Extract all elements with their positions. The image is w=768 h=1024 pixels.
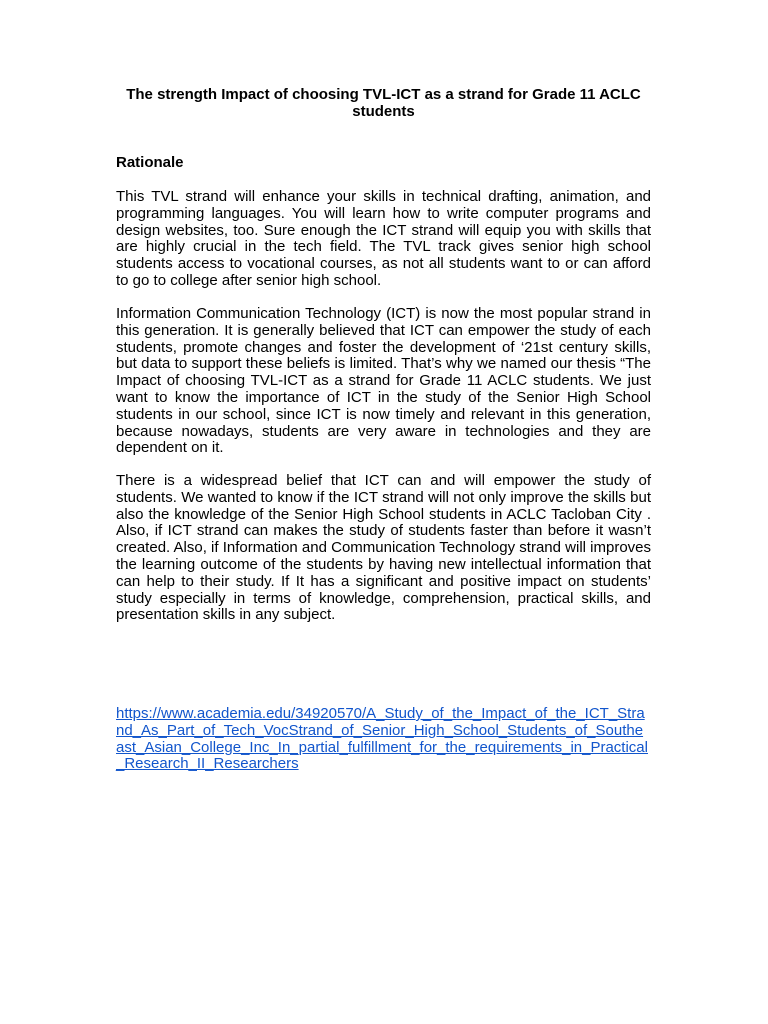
paragraph-1: This TVL strand will enhance your skills in technical drafting, animation, and programming languages. You will learn how to write computer programs and design websites, too. Sure enough the ICT strand will equip you with skills that are highly crucial in the tech field. The TVL track gives senior high school students access to vocational courses, as not all students want to or can afford to go to college after senior high school. xyxy=(116,188,651,289)
reference-link[interactable]: https://www.academia.edu/34920570/A_Study_of_the_Impact_of_the_ICT_Strand_As_Part_of_Tech_VocStrand_of_Senior_High_School_Students_of_Southeast_Asian_College_Inc_In_partial_fulfillment_for_the_requirements_in_Practical_Research_II_Researchers xyxy=(116,705,648,773)
document-page xyxy=(116,86,651,773)
paragraph-2: Information Communication Technology (ICT) is now the most popular strand in this generation. It is generally believed that ICT can empower the study of each students, promote changes and foster the development of ‘21st century skills, but data to support these beliefs is limited. That’s why we named our thesis “The Impact of choosing TVL-ICT as a strand for Grade 11 ACLC students. We just want to know the importance of ICT in the study of the Senior High School students in our school, since ICT is now timely and relevant in this generation, because nowadays, students are very aware in technologies and they are dependent on it. xyxy=(116,305,651,457)
document-title: The strength Impact of choosing TVL-ICT as a strand for Grade 11 ACLC students xyxy=(126,86,641,120)
section-heading-rationale: Rationale xyxy=(116,154,184,171)
paragraph-3: There is a widespread belief that ICT can and will empower the study of students. We wanted to know if the ICT strand will not only improve the skills but also the knowledge of the Senior High School students in ACLC Tacloban City . Also, if ICT strand can makes the study of students faster than before it wasn’t created. Also, if Information and Communication Technology strand will improves the learning outcome of the students by having new intellectual information that can help to their study. If It has a significant and positive impact on students’ study especially in terms of knowledge, comprehension, practical skills, and presentation skills in any subject. xyxy=(116,472,651,624)
